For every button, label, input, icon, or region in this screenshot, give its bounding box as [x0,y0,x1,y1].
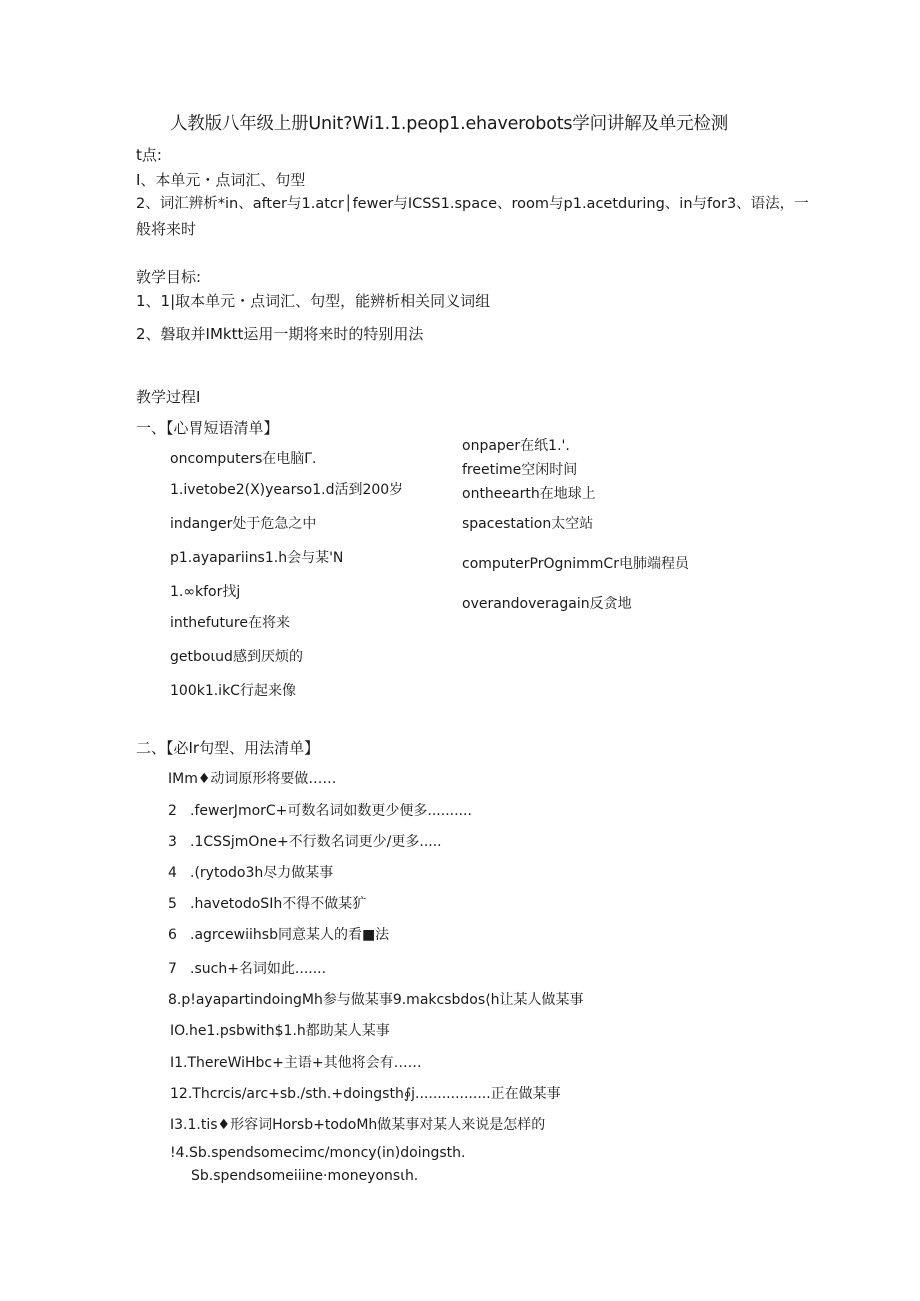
phrase-item: computerPrOgnimmCr电肺端程员 [462,556,689,572]
sentence-number: 4 [168,865,177,881]
phrase-item: onpaper在纸1.'. [462,438,570,454]
sentence-item: !4.Sb.spendsomecimc/moncy(in)doingsth. [170,1145,466,1161]
sentence-item: 8.p!ayapartindoingMh参与做某事9.makcsbdos⟨h让某人做某事 [168,992,584,1008]
sentence-item [168,803,472,820]
phrase-item: inthefuture在将来 [170,615,290,631]
process-heading: 教学过程I [136,388,201,406]
phrase-item: ontheearth在地球上 [462,486,596,502]
phrase-item: oncomputers在电脑Γ. [170,451,317,467]
sentence-item [168,927,389,944]
phrase-item: indanger处于危急之中 [170,516,317,532]
sentence-text: .1CSSjmOne+不行数名词更少/更多..... [190,834,442,850]
page-title: 人教版八年级上册Unit?Wi1.1.peop1.ehaverobots学问讲解及单元检测 [170,114,728,134]
key-points-line-3: 般将来时 [136,220,197,238]
sentence-text: .(rytodo3h尽力做某事 [190,865,334,881]
sentence-item [168,834,442,851]
sentence-item: IMm♦动词原形将要做…… [168,771,337,787]
sentence-item [168,896,366,913]
sentence-item: I1.ThereWiHbc+主语+其他将会有…… [170,1055,422,1071]
sentence-text: .fewerJmorC+可数名词如数更少便多.......... [190,803,472,819]
phrase-item: spacestation太空站 [462,516,594,532]
sentence-text: .havetodoSIh不得不做某犷 [190,896,367,912]
phrase-item: getboιud感到厌烦的 [170,649,303,665]
sentence-item [168,961,326,978]
section-2-title: 二、【必Ir句型、用法清单】 [136,739,320,757]
sentence-number: 5 [168,896,177,912]
section-1-title: 一、【心胃短语清单】 [136,419,279,437]
key-points-line-1: I、本单元・点词汇、句型 [136,171,306,189]
phrase-item: p1.ayapariins1.h会与某'N [170,550,344,566]
sentence-item [168,865,333,882]
sentence-item: I3.1.tis♦形容词Horsb+todoMh做某事对某人来说是怎样的 [170,1117,546,1133]
sentence-text: .agrcewiihsb同意某人的看■法 [190,927,390,943]
sentence-item: IO.he1.psbwith$1.h都助某人某事 [170,1023,390,1039]
phrase-item: 100k1.ikC行起来像 [170,683,296,699]
sentence-item: Sb.spendsomeiiine·moneyonsιh. [191,1168,419,1184]
goal-item-1: 1、1|取本单元・点词汇、句型，能辨析相关同义词组 [136,292,491,310]
sentence-number: 7 [168,961,177,977]
phrase-item: 1.ivetobe2(X)yearso1.d活到200岁 [170,482,404,498]
sentence-number: 2 [168,803,177,819]
phrase-item: 1.∞kfor找j [170,584,241,600]
sentence-number: 6 [168,927,177,943]
phrase-item: overandoveragain反贪地 [462,596,632,612]
goals-heading: 敦学目标: [136,268,202,286]
key-points-heading: t点: [136,146,162,164]
sentence-text: .such+名词如此....... [190,961,327,977]
phrase-item: freetime空闲时间 [462,462,578,478]
key-points-line-2: 2、词汇辨析*in、after与1.atcr│fewer与ICSS1.space、room与p1.acetduring、in与for3、语法，一 [136,196,809,212]
sentence-item: 12.Thcrcis/arc+sb./sth.+doingsth∮j.................正在做某事 [170,1086,561,1102]
sentence-number: 3 [168,834,177,850]
goal-item-2: 2、磐取并IMktt运用一期将来时的特别用法 [136,325,424,343]
